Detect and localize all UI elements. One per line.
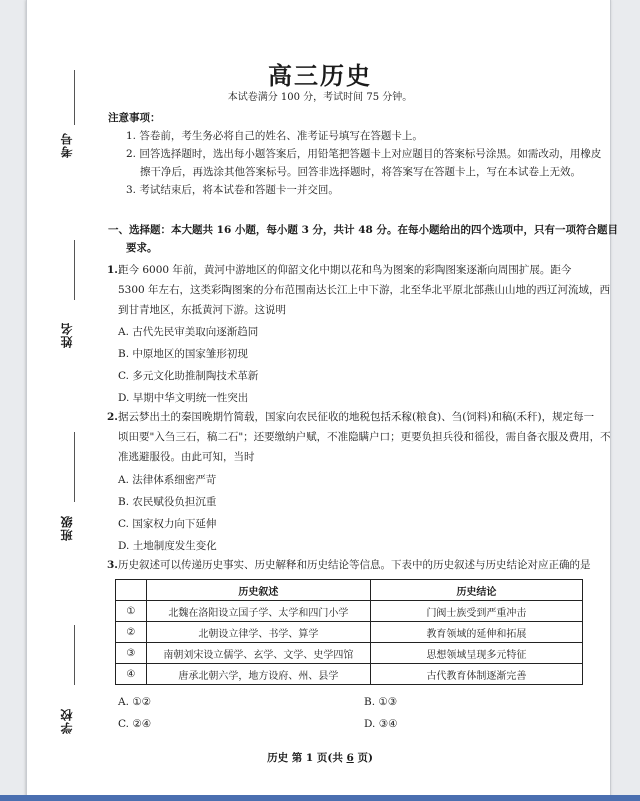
- binding-strip: [50, 60, 90, 790]
- note-item: 擦干净后，再选涂其他答案标号。回答非选择题时，将答案写在答题卡上，写在本试卷上无效。: [140, 166, 581, 178]
- strip-divider: [74, 625, 75, 685]
- table-cell: ④: [116, 664, 147, 685]
- strip-divider: [74, 240, 75, 300]
- table-header: 历史结论: [370, 580, 582, 601]
- question-2-option-d: D. 土地制度发生变化: [118, 540, 217, 552]
- table-cell: 思想领域呈现多元特征: [370, 643, 582, 664]
- question-3-text: 历史叙述可以传递历史事实、历史解释和历史结论等信息。下表中的历史叙述与历史结论对应正确的是: [118, 559, 591, 571]
- footer-end: 页): [353, 752, 373, 764]
- table-cell: 门阀士族受到严重冲击: [370, 601, 582, 622]
- table-cell: ②: [116, 622, 147, 643]
- question-1-text: 距今 6000 年前，黄河中游地区的仰韶文化中期以花和鸟为图案的彩陶图案逐渐向周围扩展。距今: [118, 264, 572, 276]
- page-footer: [0, 750, 640, 765]
- table-header: 历史叙述: [146, 580, 370, 601]
- footer-total-pages: 6: [346, 752, 354, 764]
- table-cell: 教育领域的延伸和拓展: [370, 622, 582, 643]
- table-row: [116, 622, 583, 643]
- section-heading-cont: 要求。: [126, 242, 158, 254]
- question-3-number: 3.: [107, 559, 118, 571]
- question-1-number: 1.: [107, 264, 118, 276]
- question-2-option-a: A. 法律体系细密严苛: [118, 474, 217, 486]
- table-cell: 南朝刘宋设立儒学、玄学、文学、史学四馆: [146, 643, 370, 664]
- name-label: 姓名: [60, 322, 74, 348]
- question-2-text: 据云梦出土的秦国晚期竹简载，国家向农民征收的地税包括禾稼(粮食)、刍(饲料)和稿(禾秆)，规定每一: [118, 411, 595, 423]
- table-header: [116, 580, 147, 601]
- table-cell: 北魏在洛阳设立国子学、太学和四门小学: [146, 601, 370, 622]
- table-row: [116, 601, 583, 622]
- question-3-option-b: B. ①③: [364, 696, 398, 708]
- table-cell: 唐承北朝六学，地方设府、州、县学: [146, 664, 370, 685]
- exam-title: 高三历史: [268, 61, 372, 90]
- question-1-option-d: D. 早期中华文明统一性突出: [118, 392, 249, 404]
- question-3-option-d: D. ③④: [364, 718, 398, 730]
- notes-heading: 注意事项：: [108, 112, 161, 124]
- viewer-bottom-bar: [0, 795, 640, 801]
- question-2-option-b: B. 农民赋役负担沉重: [118, 496, 217, 508]
- question-1-option-c: C. 多元文化助推制陶技术革新: [118, 370, 259, 382]
- question-1-text: 5300 年左右，这类彩陶图案的分布范围南达长江上中下游，北至华北平原北部燕山山地的西辽河流域，西: [118, 284, 611, 296]
- school-label: 学校: [60, 708, 74, 734]
- footer-text: 历史 第 1 页(共: [267, 752, 347, 764]
- table-cell: ①: [116, 601, 147, 622]
- question-2-text: 顷田要"入刍三石，稿二石"；还要缴纳户赋，不准隐瞒户口；更要负担兵役和徭役，需自备衣服及费用，不: [118, 431, 611, 443]
- question-3-option-c: C. ②④: [118, 718, 152, 730]
- question-2-option-c: C. 国家权力向下延伸: [118, 518, 217, 530]
- note-item: 1. 答卷前，考生务必将自己的姓名、准考证号填写在答题卡上。: [126, 130, 423, 142]
- question-1-text: 到甘青地区，东抵黄河下游。这说明: [118, 304, 286, 316]
- table-row: [116, 643, 583, 664]
- table-row: [116, 664, 583, 685]
- question-1-option-a: A. 古代先民审美取向逐渐趋同: [118, 326, 259, 338]
- page-right-edge: [610, 0, 611, 801]
- table-cell: 北朝设立律学、书学、算学: [146, 622, 370, 643]
- note-item: 3. 考试结束后，将本试卷和答题卡一并交回。: [126, 184, 339, 196]
- section-heading: 一、选择题：本大题共 16 小题，每小题 3 分，共计 48 分。在每小题给出的四个选项中，只有一项符合题目: [108, 224, 618, 236]
- question-3-option-a: A. ①②: [118, 696, 152, 708]
- history-table: [115, 579, 583, 685]
- question-1-option-b: B. 中原地区的国家雏形初现: [118, 348, 248, 360]
- page-left-edge: [26, 0, 27, 801]
- question-2-number: 2.: [107, 411, 118, 423]
- table-cell: 古代教育体制逐渐完善: [370, 664, 582, 685]
- table-header-row: [116, 580, 583, 601]
- question-2-text: 准逃避服役。由此可知，当时: [118, 451, 255, 463]
- strip-divider: [74, 432, 75, 502]
- note-item: 2. 回答选择题时，选出每小题答案后，用铅笔把答题卡上对应题目的答案标号涂黑。如需改动，用橡皮: [126, 148, 602, 160]
- exam-number-label: 考号: [60, 132, 74, 158]
- exam-subtitle: 本试卷满分 100 分，考试时间 75 分钟。: [227, 92, 413, 103]
- class-label: 班级: [60, 515, 74, 541]
- table-cell: ③: [116, 643, 147, 664]
